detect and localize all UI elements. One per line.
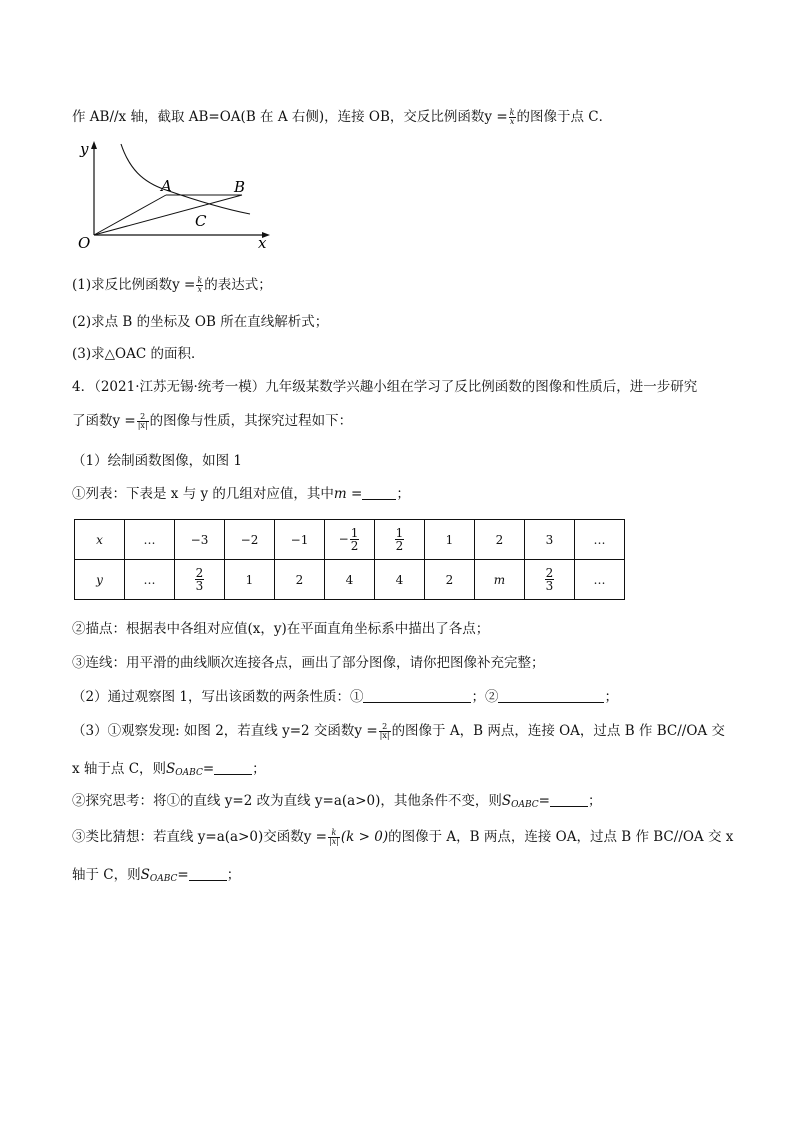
area-answer-blank-2[interactable] [550,794,588,807]
hyperbola-curve [121,144,250,214]
q4-plot-points: ②描点：根据表中各组对应值(x，y)在平面直角坐标系中描出了各点； [72,621,490,637]
table-header-y: y [75,560,125,600]
label-o: O [78,234,91,252]
cell-neg-half: − $\frac{1}{2}$ [325,520,375,560]
segment-oa [94,195,166,235]
label-c: C [195,212,207,230]
fraction-k-over-x-2: $\frac{k}{x}$ [197,276,203,294]
intro-text-2: 的图像于点 C． [516,109,613,125]
fn-prefix: y = [484,109,508,125]
area-answer-blank-1[interactable] [214,762,252,775]
label-y: y [80,140,89,158]
cell-two-thirds-2: $\frac{2}{3}$ [525,560,575,600]
property1-blank[interactable] [363,690,471,703]
fraction-k-over-abs-x: $\frac{k}{|x|}$ [329,828,339,846]
q4-explore: ②探究思考：将①的直线 y=2 改为直线 y=a(a>0)，其他条件不变，则$S_{OABC}=$ ； [72,793,602,810]
intro-text-1: 作 AB//x 轴，截取 AB=OA(B 在 A 右侧)，连接 OB，交反比例函数 [72,109,485,125]
q4-connect: ③连线：用平滑的曲线顺次连接各点，画出了部分图像，请你把图像补充完整； [72,655,545,671]
q3-sub2: (2)求点 B 的坐标及 OB 所在直线解析式； [72,314,329,330]
cell-m: m [475,560,525,600]
label-a: A [161,177,172,195]
values-table [74,519,625,600]
q4-part3-line1: （3）①观察发现: 如图 2，若直线 y=2 交函数y = $\frac{2}{|x|}$ 的图像于 A，B 两点，连接 OA，过点 B 作 BC//OA 交 [72,722,725,740]
label-x: x [258,234,267,252]
q4-part1-title: （1）绘制函数图像，如图 1 [72,453,242,469]
table-row-y: y … $\frac{2}{3}$ 1 2 4 4 2 m $\frac{2}{3}$ … [75,560,625,600]
q4-part3-line2: x 轴于点 C，则$S_{OABC}=$ ； [72,761,266,778]
cell-half: $\frac{1}{2}$ [375,520,425,560]
table-header-x: x [75,520,125,560]
table-row-x: x … −3 −2 −1 − $\frac{1}{2}$ $\frac{1}{2}$ 1 2 3 … [75,520,625,560]
q4-part2: （2）通过观察图 1，写出该函数的两条性质：① ；② ； [72,689,618,705]
q3-sub1: (1)求反比例函数y = $\frac{k}{x}$ 的表达式； [72,276,272,294]
q4-analog-line1: ③类比猜想：若直线 y=a(a>0)交函数y = $\frac{k}{|x|}$ (k > 0)的图像于 A，B 两点，连接 OA，过点 B 作 BC//OA 交 x [72,828,734,846]
intro-line [72,108,734,126]
property2-blank[interactable] [498,690,604,703]
y-axis-arrow [91,141,97,149]
area-answer-blank-3[interactable] [189,868,227,881]
q4-line1: 4．（2021·江苏无锡·统考一模）九年级某数学兴趣小组在学习了反比例函数的图像和性质后，进一步研究 [72,379,698,395]
segment-ob [94,195,242,235]
q4-line2: 了函数y = $\frac{2}{|x|}$ 的图像与性质，其探究过程如下： [72,412,353,430]
label-b: B [234,178,246,196]
q4-list-line: ①列表：下表是 x 与 y 的几组对应值，其中m = ； [72,486,410,502]
q3-sub3: (3)求△OAC 的面积． [72,346,205,362]
cell-two-thirds-1: $\frac{2}{3}$ [175,560,225,600]
fraction-k-over-x: $\frac{k}{x}$ [509,108,515,126]
m-answer-blank[interactable] [362,487,396,500]
fraction-2-over-abs-x-2: $\frac{2}{|x|}$ [379,722,390,740]
fraction-2-over-abs-x: $\frac{2}{|x|}$ [137,412,148,430]
q4-analog-line2: 轴于 C，则$S_{OABC}=$ ； [72,867,241,884]
function-figure [74,138,284,253]
